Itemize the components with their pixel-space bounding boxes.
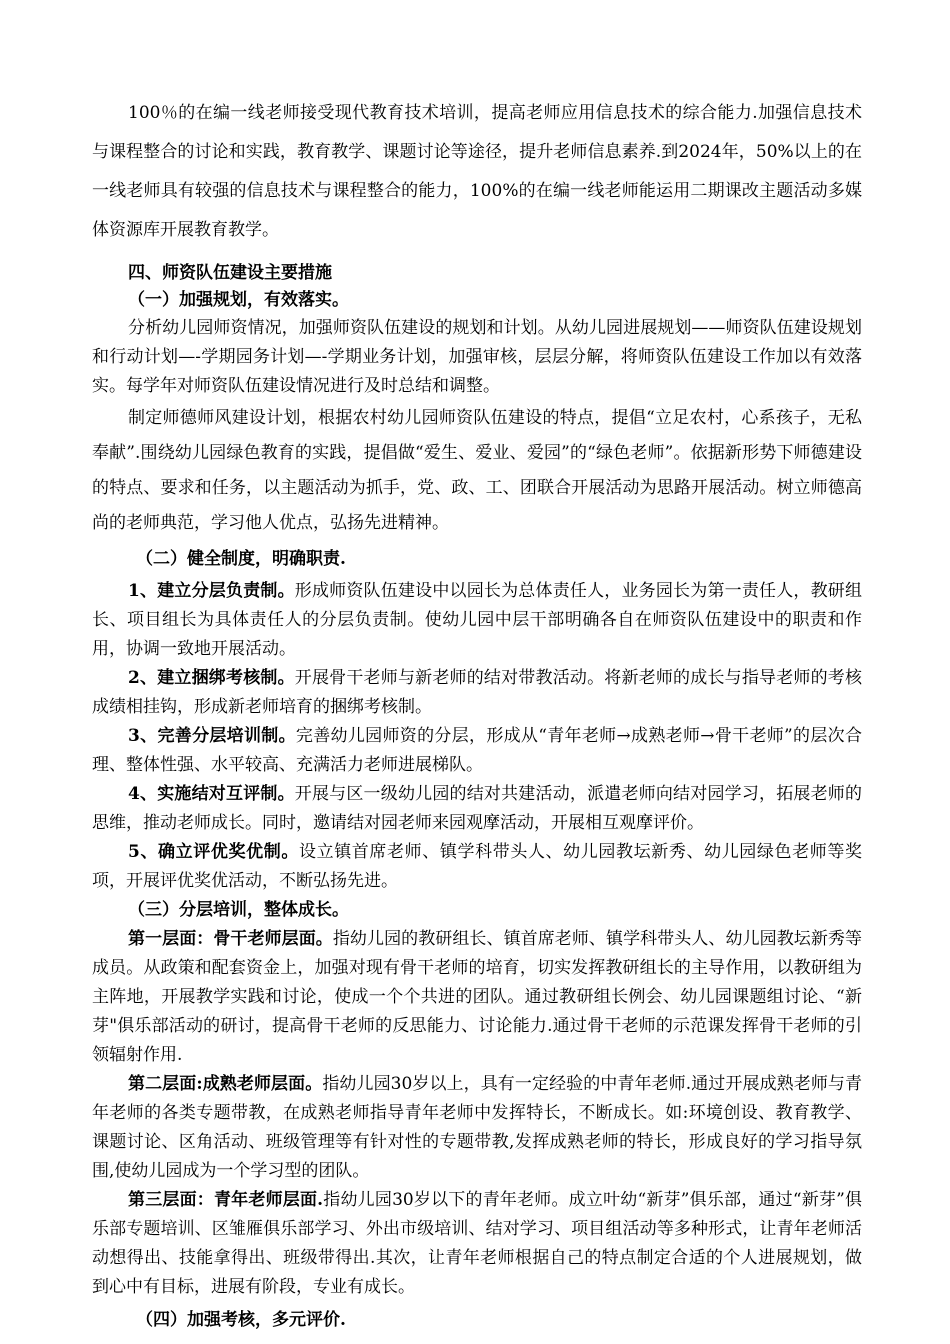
item-text: 设立镇首席老师、镇学科带头人、幼儿园教坛新秀、幼儿园绿色老师等奖项，开展评优奖优活动，不断弘扬先进。 — [92, 842, 862, 891]
item-lead: 2、建立捆绑考核制。 — [128, 668, 295, 688]
subsection-1-body — [92, 314, 862, 541]
level-text: 指幼儿园30岁以上，具有一定经验的中青年老师.通过开展成熟老师与青年老师的各类专题带教，在成熟老师指导青年老师中发挥特长，不断成长。如:环境创设、教育教学、课题讨论、区角活动、班级管理等有针对性的专题带教,发挥成熟老师的特长，形成良好的学习指导氛围,使幼儿园成为一个学习型的团队。 — [92, 1074, 862, 1181]
level-text: 指幼儿园的教研组长、镇首席老师、镇学科带头人、幼儿园教坛新秀等成员。从政策和配套资金上，加强对现有骨干老师的培育，切实发挥教研组长的主导作用，以教研组为主阵地，开展教学实践和讨论，使成一个个共进的团队。通过教研组长例会、幼儿园课题组讨论、“新芽"俱乐部活动的研讨，提高骨干老师的反思能力、讨论能力.通过骨干老师的示范课发挥骨干老师的引领辐射作用. — [92, 929, 863, 1065]
paragraph: 分析幼儿园师资情况，加强师资队伍建设的规划和计划。从幼儿园进展规划——师资队伍建设规划和行动计划—-学期园务计划—-学期业务计划，加强审核，层层分解，将师资队伍建设工作加以有效落实。每学年对师资队伍建设情况进行及时总结和调整。 — [92, 318, 862, 396]
list-item — [92, 722, 862, 780]
subsection-heading-2: （二）健全制度，明确职责. — [136, 549, 346, 569]
list-item — [92, 664, 862, 722]
item-lead: 5、确立评优奖优制。 — [128, 842, 299, 862]
subsection-heading-3: （三）分层培训，整体成长。 — [128, 900, 349, 920]
level-lead: 第一层面：骨干老师层面。 — [128, 929, 333, 949]
item-lead: 3、完善分层培训制。 — [128, 726, 296, 746]
section-heading: 四、师资队伍建设主要措施 — [128, 263, 332, 283]
subsection-3-body — [92, 925, 862, 1302]
item-lead: 4、实施结对互评制。 — [128, 784, 295, 804]
subsection-heading-1: （一）加强规划，有效落实。 — [128, 290, 349, 310]
level-lead: 第三层面：青年老师层面. — [128, 1190, 324, 1210]
level-lead: 第二层面:成熟老师层面。 — [128, 1074, 323, 1094]
intro-section — [92, 94, 862, 250]
subsection-heading-4: （四）加强考核，多元评价. — [136, 1310, 346, 1330]
document-body — [92, 94, 862, 1338]
level-paragraph — [92, 1186, 862, 1302]
level-paragraph — [92, 1070, 862, 1186]
level-text: 指幼儿园30岁以下的青年老师。成立叶幼“新芽”俱乐部，通过“新芽”俱乐部专题培训、区雏雁俱乐部学习、外出市级培训、结对学习、项目组活动等多种形式，让青年老师活动想得出、技能拿得出、班级带得出.其次，让青年老师根据自己的特点制定合适的个人进展规划，做到心中有目标，进展有阶段，专业有成长。 — [92, 1190, 862, 1297]
intro-paragraph: 100％的在编一线老师接受现代教育技术培训，提高老师应用信息技术的综合能力.加强信息技术与课程整合的讨论和实践，教育教学、课题讨论等途径，提升老师信息素养.到2024年，50%以上的在一线老师具有较强的信息技术与课程整合的能力，100%的在编一线老师能运用二期课改主题活动多媒体资源库开展教育教学。 — [92, 103, 862, 240]
subsection-2-body — [92, 577, 862, 896]
item-lead: 1、建立分层负责制。 — [128, 581, 295, 601]
paragraph: 制定师德师风建设计划，根据农村幼儿园师资队伍建设的特点，提倡“立足农村，心系孩子，无私奉献”.围绕幼儿园绿色教育的实践，提倡做“爱生、爱业、爱园”的“绿色老师”。依据新形势下师德建设的特点、要求和任务，以主题活动为抓手，党、政、工、团联合开展活动为思路开展活动。树立师德高尚的老师典范，学习他人优点，弘扬先进精神。 — [92, 408, 862, 533]
item-text: 开展与区一级幼儿园的结对共建活动，派遣老师向结对园学习，拓展老师的思维，推动老师成长。同时，邀请结对园老师来园观摩活动，开展相互观摩评价。 — [92, 784, 862, 833]
level-paragraph — [92, 925, 862, 1070]
item-text: 完善幼儿园师资的分层，形成从“青年老师→成熟老师→骨干老师”的层次合理、整体性强、水平较高、充满活力老师进展梯队。 — [92, 726, 862, 775]
list-item — [92, 577, 862, 664]
list-item — [92, 838, 862, 896]
item-text: 形成师资队伍建设中以园长为总体责任人，业务园长为第一责任人，教研组长、项目组长为具体责任人的分层负责制。使幼儿园中层干部明确各自在师资队伍建设中的职责和作用，协调一致地开展活动。 — [92, 581, 862, 659]
list-item — [92, 780, 862, 838]
item-text: 开展骨干老师与新老师的结对带教活动。将新老师的成长与指导老师的考核成绩相挂钩，形成新老师培育的捆绑考核制。 — [92, 668, 862, 717]
